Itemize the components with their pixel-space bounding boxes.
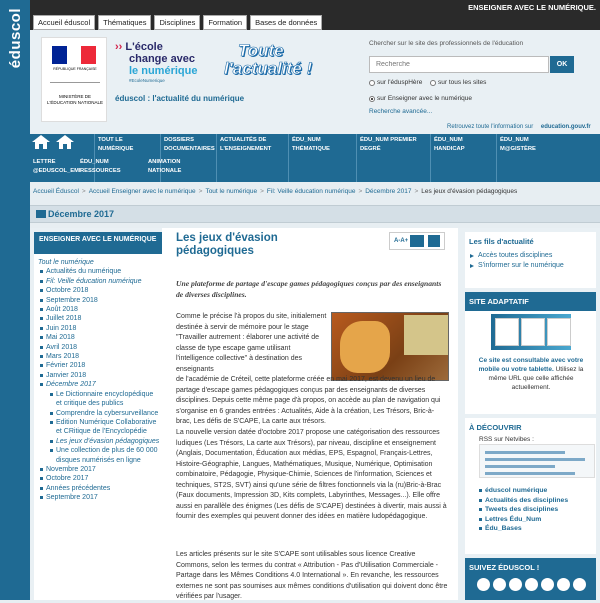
article-title: Les jeux d'évasion pédagogiques [176,232,278,257]
bullet-icon [40,374,43,377]
bullet-icon [40,327,43,330]
bullet-icon [40,487,43,490]
article [162,228,458,600]
nav-premier-degre[interactable]: ÉDU_NUM PREMIER DEGRÉ [360,137,417,152]
tablet-icon [495,318,519,346]
bullet-icon [40,364,43,367]
screen-icon [547,318,571,346]
social-icons [477,578,586,591]
facebook-icon[interactable] [493,578,506,591]
left-menu-item-label: Septembre 2017 [46,494,98,502]
ministry-logo[interactable] [41,37,107,122]
article-tools [389,232,445,250]
netvibes-icon[interactable] [573,578,586,591]
eduscol-logo-text: éduscol [6,8,24,69]
left-menu-item-label: Comprendre la cybersurveillance [56,409,159,417]
bullet-icon [40,383,43,386]
left-menu-item[interactable] [36,361,160,370]
bullet-icon [50,440,53,443]
republique-text: RÉPUBLIQUE FRANÇAISE [53,67,97,71]
left-menu-item-label: Années précédentes [46,484,111,492]
article-paragraph: La nouvelle version datée d'octobre 2017 propose une catégorisation des ressources ludiques (Les Trésors, La carte aux Trésors), par niveau, discipline et enseignement (Anglais, Documentation, Éducation aux médias, EPS, Espagnol, Français-Lettres, Histoire-Géographie, Langues, Mathématiques, Musique, Numérique, Optimisation combinatoire, Pédagogie, Physique-Chimie, Sciences de l'information, Sciences et techniques, ST2S, SVT) ainsi qu'une série de filtres fonctionnels via la (ru)Bric-à-Brac (Faux documents, Impression 3D, Kits complets, Labyrinthes, Messages...). Elle offre aussi en parallèle des énigmes (Les défis de S'CAPE) destinées à divertir, mais aussi à fournir des exemples qui peuvent donner des idées en matière ludopédagogique. [176,429,447,520]
left-menu-item[interactable] [36,446,160,465]
article-paragraph: de l'académie de Créteil, cette plateforme créée en mai 2017, est devenu un lieu de partage d'escape games pédagogiques conçus par des enseignants de diverses disciplines. Depuis cette même page d'à propos, on accède au plan de navigation qui s'organise en 6 grandes entrées : Actualités, Aide à la création, Les Trésors, Bric-à-brac, Les défis de S'CAPE, La carte aux trésors. [176,376,441,425]
home-icon[interactable] [54,134,76,150]
france-map-shape [340,321,390,373]
fils-actualite-box [465,232,596,288]
nav-thematique[interactable]: ÉDU_NUM THÉMATIQUE [292,137,330,152]
left-menu-item-label: Mai 2018 [46,334,75,342]
top-link-formation[interactable]: Formation [203,15,247,30]
adaptive-heading: SITE ADAPTATIF [465,292,596,311]
left-menu-item-label: Octobre 2017 [46,475,89,483]
top-bar [30,0,600,30]
header [30,30,600,134]
rss-icon[interactable] [525,578,538,591]
search-label: Chercher sur le site des professionnels de l'éducation [369,40,524,47]
rss-link[interactable]: Tweets des disciplines [479,505,568,515]
left-menu-item-label: Actualités du numérique [46,268,122,276]
top-link-accueil[interactable]: Accueil éduscol [33,15,95,30]
left-menu-item-label: Edition Numérique Collaborative et CRitique de l'Encyclopédie [56,418,157,436]
breadcrumb-separator: > [260,188,264,195]
ministry-name: MINISTÈRE DE L'ÉDUCATION NATIONALE [47,94,103,105]
article-lede: Une plateforme de partage d'escape games pédagogiques conçus par des enseignants de diverses disciplines. [176,279,442,299]
left-menu-item[interactable] [36,380,160,389]
bullet-icon [40,280,43,283]
left-menu-item[interactable] [36,296,160,305]
bullet-icon [40,355,43,358]
breadcrumb [30,188,600,201]
main-nav [30,134,600,182]
eduscol-brand-bar[interactable] [0,0,30,600]
bullet-icon [40,477,43,480]
fil-link[interactable]: Accès toutes disciplines [465,251,596,261]
left-menu-item[interactable] [36,277,160,286]
rss-link[interactable]: Actualités des disciplines [479,496,568,506]
left-menu-item[interactable] [36,465,160,474]
rss-link[interactable]: éduscol numérique [479,486,568,496]
nav-actualites[interactable]: ACTUALITÉS DE L'ENSEIGNEMENT [220,137,272,152]
promo-hashtag: #EcoleNumerique [129,78,165,83]
article-paragraph: Comme le précise l'à propos du site, initialement destinée à servir de mémoire pour le stage "Travailler autrement : élaborer une activité de classe de type escape game utilisant l'intelligence collective" à destination des enseignants [176,313,327,373]
nav-divider [288,134,289,182]
nav-divider [356,134,357,182]
education-gouv-link[interactable]: education.gouv.fr [540,124,591,130]
promo-toute-line1: Toute [238,41,284,60]
nav-ressources[interactable]: ÉDU_NUM RESSOURCES [80,159,121,174]
nav-divider [216,134,217,182]
radio-label: sur tous les sites [438,79,487,86]
treasure-map-shape [404,315,448,355]
breadcrumb-link[interactable]: Accueil Enseigner avec le numérique [88,188,196,195]
article-paragraph: Les articles présents sur le site S'CAPE sont utilisables sous licence Creative Commons, selon les termes du contrat « Attribution - Pas d'Utilisation Commerciale - Partage dans les Mêmes Conditions 4.0 International ». En revanche, les ressources externes ne sont pas soumises aux mêmes conditions d'utilisation qui doivent donc être vérifiées par l'usager. [176,551,448,600]
nav-animation[interactable]: ANIMATION NATIONALE [148,159,182,174]
left-menu-item[interactable] [36,437,160,446]
radio-label: sur l'éduspHère [377,79,423,86]
rss-link[interactable]: Édu_Bases [479,524,568,534]
left-menu-item-label: Fil: Veille éducation numérique [46,277,142,285]
breadcrumb-link[interactable]: Décembre 2017 [365,188,412,195]
left-menu-item[interactable] [36,390,160,409]
left-menu-item[interactable] [36,484,160,493]
dailymotion-icon[interactable] [541,578,554,591]
nav-lettre[interactable]: LETTRE @EDUSCOL_EMI [33,159,81,174]
bullet-icon [40,289,43,292]
left-menu-item-label: Mars 2018 [46,353,80,361]
right-column [458,228,600,600]
left-menu-item[interactable] [36,409,160,418]
devices-image [491,314,571,350]
bullet-icon [50,393,53,396]
top-link-bases[interactable]: Bases de données [250,15,322,30]
month-label: Décembre 2017 [48,209,115,219]
left-menu-item[interactable]: Tout le numérique [38,259,94,266]
bullet-icon [40,270,43,273]
adaptive-box [465,292,596,414]
retrouvez-label: Retrouvez toute l'information sur [447,124,534,130]
bullet-icon [40,336,43,339]
adaptive-bold: Ce site est consultable avec votre mobile ou votre tablette. [478,357,584,373]
radio-label: sur Enseigner avec le numérique [377,95,473,102]
left-menu-item[interactable] [36,418,160,437]
nav-tout-numerique[interactable]: TOUT LE NUMÉRIQUE [98,137,134,152]
adaptive-text [471,356,591,392]
promo-line-2: change avec [129,53,196,65]
left-menu-item-label: Août 2018 [46,306,78,314]
radio-icon [430,80,436,86]
folder-icon [36,210,46,218]
left-menu-item-label: Juillet 2018 [46,315,82,323]
nav-dossiers[interactable]: DOSSIERS DOCUMENTAIRES [164,137,215,152]
breadcrumb-link[interactable]: Tout le numérique [205,188,258,195]
bullet-icon [40,308,43,311]
fil-link[interactable]: S'informer sur le numérique [465,261,596,271]
rss-label: RSS sur Netvibes : [479,436,534,443]
left-menu [34,254,162,600]
left-menu-item-label: Avril 2018 [46,343,78,351]
left-menu-item-label: Décembre 2017 [46,381,96,389]
breadcrumb-separator: > [358,188,363,195]
article-image [331,312,449,381]
email-icon[interactable] [410,235,424,247]
radio-all-sites[interactable] [430,79,486,86]
left-menu-item[interactable] [36,343,160,352]
month-bar [30,205,600,223]
left-menu-item-label: Juin 2018 [46,324,77,332]
top-links [33,15,322,30]
nav-magistere[interactable]: ÉDU_NUM M@GISTÈRE [500,137,536,152]
search-ok-button[interactable]: OK [550,56,574,73]
top-link-thematiques[interactable]: Thématiques [98,15,151,30]
left-menu-item-label: Janvier 2018 [46,371,87,379]
left-menu-item[interactable] [36,493,160,502]
left-menu-item[interactable] [36,371,160,380]
breadcrumb-link[interactable]: Fil: Veille éducation numérique [266,188,356,195]
left-menu-item-label: Les jeux d'évasion pédagogiques [56,437,160,445]
left-menu-item-label: Octobre 2018 [46,287,89,295]
bullet-icon [50,421,53,424]
scoopit-icon[interactable] [557,578,570,591]
left-menu-item-label: Novembre 2017 [46,465,96,473]
left-menu-item-label: Le Dictionnaire encyclopédique et critique des publics [56,390,154,408]
suivez-box [465,558,596,600]
promo-ecole-numerique[interactable] [115,42,225,84]
decouvrir-heading: À DÉCOUVRIR [469,423,522,432]
radio-icon [369,80,375,86]
promo-arrows-icon: ›› [115,41,126,53]
twitter-icon[interactable] [477,578,490,591]
fils-heading: Les fils d'actualité [469,237,534,246]
promo-toute-line2: l'actualité ! [224,59,313,78]
nav-handicap[interactable]: ÉDU_NUM HANDICAP [434,137,465,152]
left-panel [30,228,162,600]
left-menu-item[interactable] [36,286,160,295]
retrouvez-text [447,124,591,130]
promo-toute-actualite[interactable] [224,42,312,78]
left-menu-heading[interactable]: ENSEIGNER AVEC LE NUMÉRIQUE [34,232,162,254]
left-menu-item[interactable] [36,305,160,314]
left-menu-item[interactable] [36,324,160,333]
nav-divider [430,134,431,182]
radio-selected-icon [369,96,375,102]
left-menu-item[interactable] [36,314,160,323]
breadcrumb-separator: > [81,188,86,195]
advanced-search-link[interactable]: Recherche avancée... [369,108,433,115]
left-menu-item[interactable] [36,352,160,361]
bullet-icon [40,496,43,499]
bullet-icon [40,346,43,349]
search-input[interactable] [369,56,549,73]
left-menu-item-label: Une collection de plus de 60 000 disques numérisés en ligne [56,447,158,464]
left-menu-item-label: Février 2018 [46,362,86,370]
site-title: éduscol : l'actualité du numérique [115,94,245,103]
section-tag: ENSEIGNER AVEC LE NUMÉRIQUE. [468,3,596,12]
home-icon[interactable] [30,134,52,150]
breadcrumb-current: Les jeux d'évasion pédagogiques [421,188,518,195]
radio-enseigner[interactable] [369,95,472,102]
bullet-icon [50,449,53,452]
logo-divider [50,82,100,83]
promo-line-1: L'école [125,41,163,53]
adaptive-rest: Utilisez la même URL que celle affichée actuellement. [488,366,584,391]
breadcrumb-link[interactable]: Accueil Éduscol [33,188,79,195]
netvibes-image[interactable] [479,444,595,478]
bullet-icon [40,299,43,302]
top-link-disciplines[interactable]: Disciplines [154,15,200,30]
youtube-icon[interactable] [509,578,522,591]
left-menu-item[interactable] [36,267,160,276]
promo-line-3: le numérique [129,65,198,77]
mobile-icon [521,318,545,346]
bullet-icon [40,317,43,320]
rss-link[interactable]: Lettres Édu_Num [479,515,568,525]
nav-divider [496,134,497,182]
republique-flag-icon [52,46,96,64]
bullet-icon [50,412,53,415]
decouvrir-box [465,418,596,554]
left-menu-item-label: Septembre 2018 [46,296,98,304]
bullet-icon [40,468,43,471]
breadcrumb-separator: > [198,188,203,195]
suivez-heading: SUIVEZ ÉDUSCOL ! [469,563,540,572]
font-size-button[interactable]: A-A+ [394,238,409,244]
share-icon[interactable] [428,235,440,247]
left-menu-item[interactable] [36,474,160,483]
radio-edusphere[interactable] [369,79,422,86]
breadcrumb-separator: > [414,188,419,195]
left-menu-item[interactable] [36,333,160,342]
